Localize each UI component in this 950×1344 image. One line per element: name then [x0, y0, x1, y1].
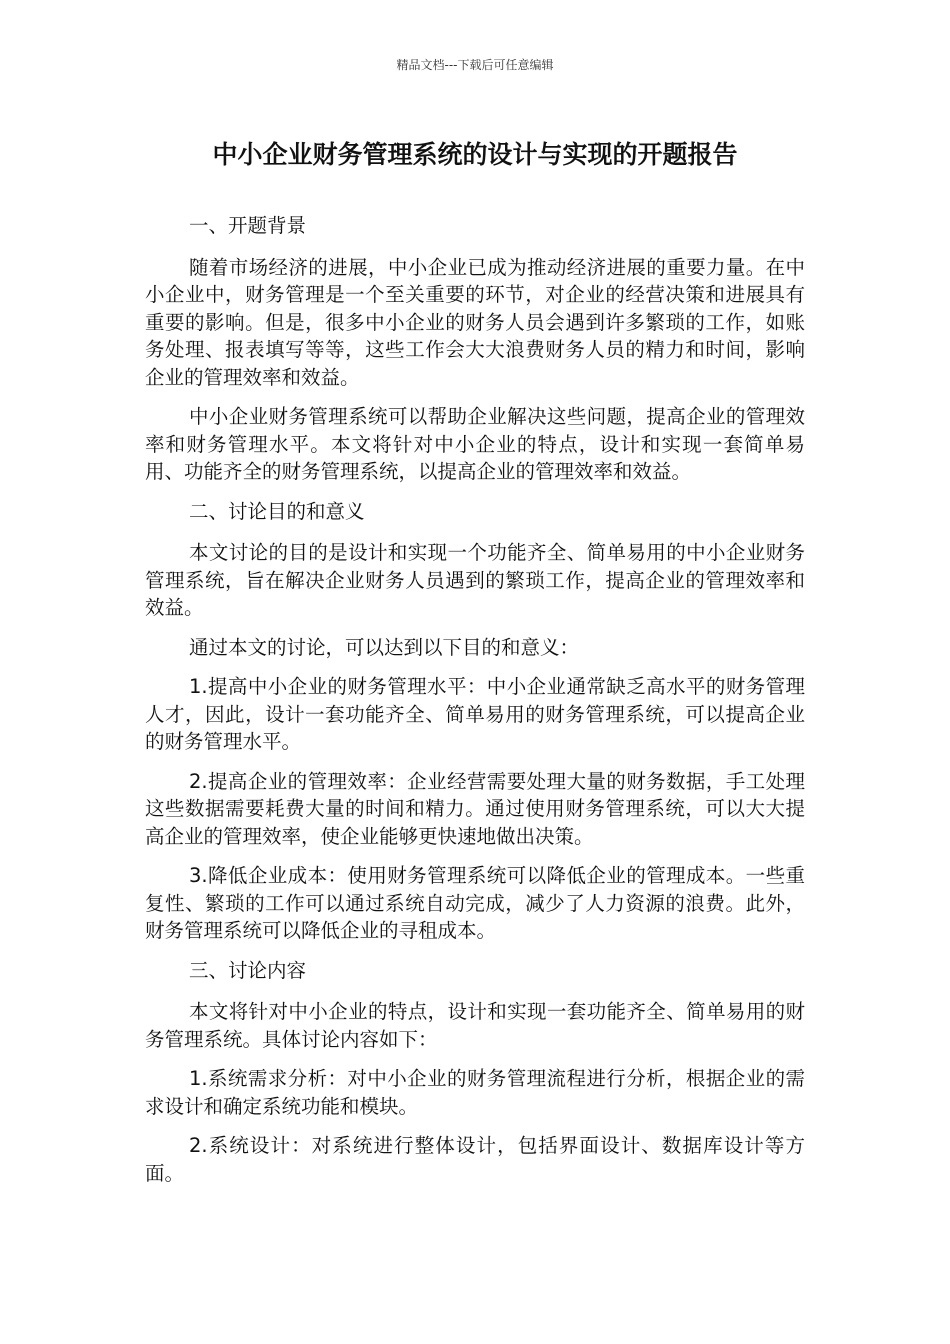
document-title: 中小企业财务管理系统的设计与实现的开题报告: [212, 140, 738, 169]
list-item: 2.提高企业的管理效率：企业经营需要处理大量的财务数据，手工处理这些数据需要耗费大量的时间和精力。通过使用财务管理系统，可以大大提高企业的管理效率，使企业能够更快速地做出决策。: [145, 769, 805, 848]
list-item: 1.提高中小企业的财务管理水平：中小企业通常缺乏高水平的财务管理人才，因此，设计一套功能齐全、简单易用的财务管理系统，可以提高企业的财务管理水平。: [145, 675, 805, 753]
section-heading-purpose: 二、讨论目的和意义: [189, 499, 365, 523]
paragraph: 通过本文的讨论，可以达到以下目的和意义：: [189, 635, 580, 659]
paragraph: 随着市场经济的进展，中小企业已成为推动经济进展的重要力量。在中小企业中，财务管理是一个至关重要的环节，对企业的经营决策和进展具有重要的影响。但是，很多中小企业的财务人员会遇到许多繁琐的工作，如账务处理、报表填写等等，这些工作会大大浪费财务人员的精力和时间，影响企业的管理效率和效益。: [145, 255, 805, 389]
paragraph: 中小企业财务管理系统可以帮助企业解决这些问题，提高企业的管理效率和财务管理水平。本文将针对中小企业的特点，设计和实现一套简单易用、功能齐全的财务管理系统，以提高企业的管理效率和效益。: [145, 405, 805, 483]
list-item: 3.降低企业成本：使用财务管理系统可以降低企业的管理成本。一些重复性、繁琐的工作可以通过系统自动完成，减少了人力资源的浪费。此外，财务管理系统可以降低企业的寻租成本。: [145, 864, 805, 942]
document-body: [145, 212, 805, 1199]
page-header: 精品文档---下载后可任意编辑: [396, 58, 554, 72]
section-heading-background: 一、开题背景: [189, 214, 307, 237]
paragraph: 本文将针对中小企业的特点，设计和实现一套功能齐全、简单易用的财务管理系统。具体讨论内容如下：: [145, 1000, 805, 1051]
section-heading-content: 三、讨论内容: [189, 958, 307, 982]
paragraph: 本文讨论的目的是设计和实现一个功能齐全、简单易用的中小企业财务管理系统，旨在解决企业财务人员遇到的繁琐工作，提高企业的管理效率和效益。: [145, 541, 805, 619]
list-item: 1.系统需求分析：对中小企业的财务管理流程进行分析，根据企业的需求设计和确定系统功能和模块。: [145, 1067, 805, 1118]
list-item: 2.系统设计：对系统进行整体设计，包括界面设计、数据库设计等方面。: [145, 1134, 805, 1185]
